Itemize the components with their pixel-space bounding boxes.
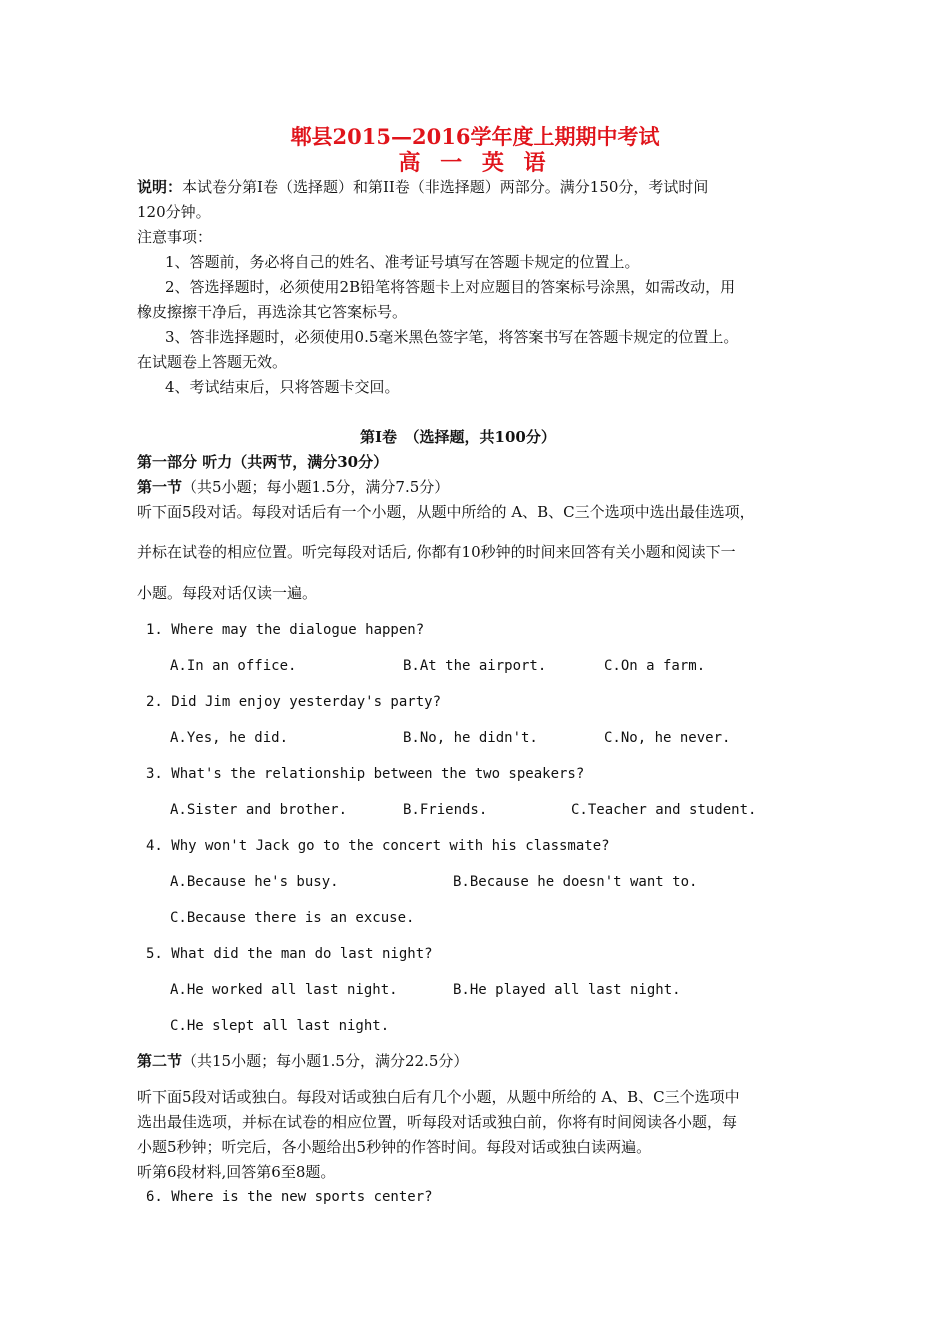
q5-option-a: A.He worked all last night. [170, 982, 398, 998]
note-3a: 3、答非选择题时，必须使用0.5毫米黑色签字笔，将答案书写在答题卡规定的位置上。 [165, 328, 739, 346]
section2-directions-1: 听下面5段对话或独白。每段对话或独白后有几个小题，从题中所给的 A、B、C三个选项中 [137, 1088, 740, 1106]
q3-option-c: C.Teacher and student. [571, 802, 757, 818]
q2-option-a: A.Yes, he did. [170, 730, 289, 746]
q1-option-b: B.At the airport. [403, 658, 547, 674]
q3-option-b: B.Friends. [403, 802, 488, 818]
question-5: 5. What did the man do last night? [146, 946, 433, 962]
note-3b: 在试题卷上答题无效。 [137, 353, 288, 371]
instructions-label: 说明： [137, 178, 183, 196]
instructions-line-1 [137, 176, 708, 198]
section2-heading [137, 1050, 468, 1072]
q2-option-b: B.No, he didn't. [403, 730, 538, 746]
section1-directions-2: 并标在试卷的相应位置。听完每段对话后, 你都有10秒钟的时间来回答有关小题和阅读下一 [137, 543, 736, 561]
note-2a: 2、答选择题时，必须使用2B铅笔将答题卡上对应题目的答案标号涂黑，如需改动，用 [165, 278, 736, 296]
instructions-line-2: 120分钟。 [137, 203, 211, 221]
section1-info: （共5小题；每小题1.5分，满分7.5分） [182, 478, 450, 496]
exam-title: 郫县2015—2016学年度上期期中考试 [290, 124, 660, 149]
question-6: 6. Where is the new sports center? [146, 1189, 433, 1205]
q2-option-c: C.No, he never. [604, 730, 731, 746]
note-1: 1、答题前，务必将自己的姓名、准考证号填写在答题卡规定的位置上。 [165, 253, 640, 271]
q1-option-a: A.In an office. [170, 658, 297, 674]
q4-option-a: A.Because he's busy. [170, 874, 339, 890]
section1-directions-1: 听下面5段对话。每段对话后有一个小题，从题中所给的 A、B、C三个选项中选出最佳选项， [137, 503, 755, 521]
exam-subject: 高 一 英 语 [398, 150, 552, 176]
section1-heading [137, 476, 449, 498]
question-3: 3. What's the relationship between the two speakers? [146, 766, 585, 782]
note-4: 4、考试结束后，只将答题卡交回。 [165, 378, 400, 396]
q5-option-c: C.He slept all last night. [170, 1018, 390, 1034]
q5-option-b: B.He played all last night. [453, 982, 681, 998]
question-2: 2. Did Jim enjoy yesterday's party? [146, 694, 442, 710]
part1-title: 第一部分 听力（共两节，满分30分） [137, 453, 389, 471]
section2-directions-3: 小题5秒钟；听完后，各小题给出5秒钟的作答时间。每段对话或独白读两遍。 [137, 1138, 652, 1156]
q1-option-c: C.On a farm. [604, 658, 706, 674]
q3-option-a: A.Sister and brother. [170, 802, 348, 818]
section1-directions-3: 小题。每段对话仅读一遍。 [137, 584, 318, 602]
volume1-title: 第I卷 （选择题，共100分） [360, 428, 556, 446]
instructions-text: 本试卷分第I卷（选择题）和第II卷（非选择题）两部分。满分150分，考试时间 [182, 178, 709, 196]
material-6-note: 听第6段材料,回答第6至8题。 [137, 1163, 336, 1181]
section2-label: 第二节 [137, 1052, 183, 1070]
question-1: 1. Where may the dialogue happen? [146, 622, 425, 638]
q4-option-b: B.Because he doesn't want to. [453, 874, 698, 890]
section2-info: （共15小题；每小题1.5分，满分22.5分） [182, 1052, 469, 1070]
q4-option-c: C.Because there is an excuse. [170, 910, 415, 926]
section1-label: 第一节 [137, 478, 183, 496]
question-4: 4. Why won't Jack go to the concert with his classmate? [146, 838, 610, 854]
notes-title: 注意事项： [137, 228, 213, 246]
section2-directions-2: 选出最佳选项，并标在试卷的相应位置，听每段对话或独白前，你将有时间阅读各小题，每 [137, 1113, 738, 1131]
note-2b: 橡皮擦擦干净后，再选涂其它答案标号。 [137, 303, 408, 321]
